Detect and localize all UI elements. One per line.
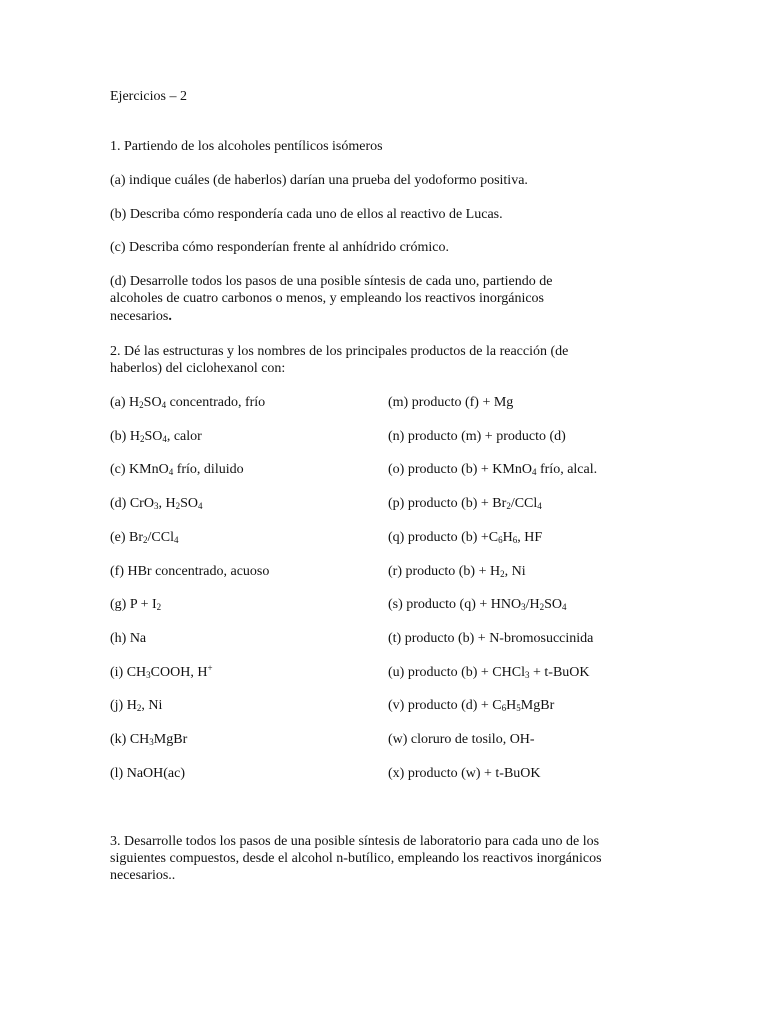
reaction-text: , Ni bbox=[141, 698, 163, 714]
reaction-item-left bbox=[110, 461, 244, 478]
reaction-item-right bbox=[388, 765, 541, 782]
reaction-text: MgBr bbox=[153, 732, 188, 747]
page-title: Ejercicios – 2 bbox=[110, 89, 187, 104]
reaction-text: (l) NaOH(ac) bbox=[110, 765, 186, 781]
subscript: 6 bbox=[512, 534, 518, 545]
reaction-item-left bbox=[110, 630, 146, 647]
subscript: 3 bbox=[149, 737, 154, 747]
subscript: 4 bbox=[537, 501, 542, 512]
subscript: 3 bbox=[525, 669, 530, 680]
ex2-heading-line2: haberlos) del ciclohexanol con: bbox=[110, 361, 286, 376]
reaction-text: (i) CH bbox=[110, 664, 147, 680]
reaction-text: (g) P + I bbox=[110, 597, 157, 613]
reaction-text: (o) producto (b) + KMnO bbox=[388, 462, 532, 478]
reaction-text: COOH, H bbox=[150, 664, 208, 680]
reaction-item-right bbox=[388, 495, 542, 512]
subscript: 4 bbox=[174, 534, 179, 545]
subscript: 4 bbox=[161, 400, 167, 410]
reaction-text: (h) Na bbox=[110, 630, 147, 646]
ex3-line2: siguientes compuestos, desde el alcohol n-butílico, empleando los reactivos inorgánicos bbox=[110, 851, 602, 866]
subscript: 5 bbox=[516, 703, 521, 714]
reaction-text: (x) producto (w) + t-BuOK bbox=[388, 765, 541, 781]
reaction-text: H bbox=[502, 529, 513, 545]
ex1-item-d-line2: alcoholes de cuatro carbonos o menos, y empleando los reactivos inorgánicos bbox=[110, 291, 545, 306]
reaction-item-right bbox=[388, 461, 597, 478]
reaction-item-left bbox=[110, 495, 202, 512]
reaction-text: (v) producto (d) + C bbox=[388, 698, 502, 714]
reaction-text: /H bbox=[525, 597, 540, 613]
reaction-item-right bbox=[388, 630, 593, 647]
reaction-text: concentrado, frío bbox=[166, 395, 266, 410]
subscript: 2 bbox=[136, 703, 142, 714]
reaction-text: , Ni bbox=[504, 563, 526, 579]
reaction-item-left bbox=[110, 394, 265, 411]
subscript: 3 bbox=[153, 501, 159, 512]
ex1-item-d-period: . bbox=[168, 309, 172, 324]
reaction-text: (b) H bbox=[110, 428, 140, 444]
subscript: 2 bbox=[139, 433, 145, 444]
reaction-item-left bbox=[110, 563, 269, 580]
reaction-text: SO bbox=[180, 496, 198, 512]
reaction-text: (n) producto (m) + producto (d) bbox=[388, 428, 566, 444]
reaction-text: (j) H bbox=[110, 698, 137, 714]
reaction-text: (s) producto (q) + HNO bbox=[388, 597, 522, 613]
ex1-item-c: (c) Describa cómo responderían frente al anhídrido crómico. bbox=[110, 240, 449, 255]
reaction-item-right bbox=[388, 563, 526, 580]
reaction-text: (m) producto (f) + Mg bbox=[388, 395, 514, 410]
subscript: 2 bbox=[143, 534, 148, 545]
reaction-item-left bbox=[110, 697, 162, 714]
reaction-text: /CCl bbox=[147, 529, 175, 545]
reaction-text: (p) producto (b) + Br bbox=[388, 496, 507, 512]
reaction-item-right bbox=[388, 731, 535, 748]
reaction-text: SO bbox=[143, 395, 162, 410]
subscript: 2 bbox=[175, 501, 181, 512]
subscript: 6 bbox=[501, 703, 507, 714]
superscript: + bbox=[207, 662, 213, 673]
reaction-text: frío, alcal. bbox=[536, 462, 598, 478]
reaction-text: (f) HBr concentrado, acuoso bbox=[110, 563, 270, 579]
reaction-text: (u) producto (b) + CHCl bbox=[388, 664, 525, 680]
ex2-heading-line1: 2. Dé las estructuras y los nombres de los principales productos de la reacción (de bbox=[110, 344, 569, 359]
reaction-item-right bbox=[388, 529, 542, 546]
subscript: 2 bbox=[539, 602, 545, 613]
reaction-text: SO bbox=[144, 428, 163, 444]
subscript: 2 bbox=[139, 400, 144, 410]
reaction-item-left bbox=[110, 731, 187, 748]
reaction-text: (a) H bbox=[110, 395, 140, 410]
ex3-line1: 3. Desarrolle todos los pasos de una posible síntesis de laboratorio para cada uno de los bbox=[110, 834, 600, 849]
reaction-item-left bbox=[110, 428, 202, 445]
ex1-item-b: (b) Describa cómo respondería cada uno de ellos al reactivo de Lucas. bbox=[110, 207, 503, 222]
ex1-item-d-line1: (d) Desarrolle todos los pasos de una posible síntesis de cada uno, partiendo de bbox=[110, 274, 553, 289]
reaction-text: (q) producto (b) +C bbox=[388, 529, 499, 545]
reaction-text: (e) Br bbox=[110, 529, 144, 545]
reaction-text: + t-BuOK bbox=[529, 664, 590, 680]
reaction-text: , HF bbox=[517, 529, 543, 545]
reaction-item-left bbox=[110, 765, 185, 782]
subscript: 4 bbox=[168, 467, 174, 478]
reaction-text: (w) cloruro de tosilo, OH- bbox=[388, 732, 535, 747]
reaction-item-right bbox=[388, 428, 566, 445]
subscript: 2 bbox=[156, 602, 162, 613]
ex3-line3: necesarios.. bbox=[110, 868, 176, 883]
ex1-heading: 1. Partiendo de los alcoholes pentílicos isómeros bbox=[110, 139, 383, 154]
reaction-text: (d) CrO bbox=[110, 496, 154, 512]
subscript: 6 bbox=[498, 534, 503, 545]
ex1-item-d-text: necesarios bbox=[110, 309, 169, 324]
subscript: 2 bbox=[500, 568, 505, 579]
subscript: 2 bbox=[506, 501, 511, 512]
reaction-text: frío, diluido bbox=[173, 462, 244, 478]
reaction-item-left bbox=[110, 529, 179, 546]
reaction-text: SO bbox=[544, 597, 562, 613]
reaction-item-left bbox=[110, 664, 213, 681]
reaction-text: , H bbox=[158, 496, 176, 512]
reaction-item-left bbox=[110, 596, 161, 613]
reaction-text: (t) producto (b) + N-bromosuccinida bbox=[388, 630, 594, 646]
ex1-item-d-line3 bbox=[110, 308, 650, 325]
reaction-text: (c) KMnO bbox=[110, 462, 169, 478]
subscript: 3 bbox=[146, 669, 151, 680]
subscript: 4 bbox=[197, 501, 203, 512]
reaction-item-right bbox=[388, 596, 567, 613]
reaction-item-right bbox=[388, 697, 554, 714]
reaction-text: (k) CH bbox=[110, 732, 150, 747]
reaction-text: MgBr bbox=[520, 698, 555, 714]
subscript: 3 bbox=[521, 602, 526, 613]
reaction-item-right bbox=[388, 394, 513, 411]
reaction-item-right bbox=[388, 664, 590, 681]
reaction-text: /CCl bbox=[510, 496, 538, 512]
subscript: 4 bbox=[162, 433, 167, 444]
subscript: 4 bbox=[531, 467, 537, 478]
ex1-item-a: (a) indique cuáles (de haberlos) darían una prueba del yodoformo positiva. bbox=[110, 173, 528, 188]
reaction-text: (r) producto (b) + H bbox=[388, 563, 501, 579]
reaction-text: , calor bbox=[166, 428, 202, 444]
reaction-text: H bbox=[506, 698, 517, 714]
subscript: 4 bbox=[562, 602, 567, 613]
